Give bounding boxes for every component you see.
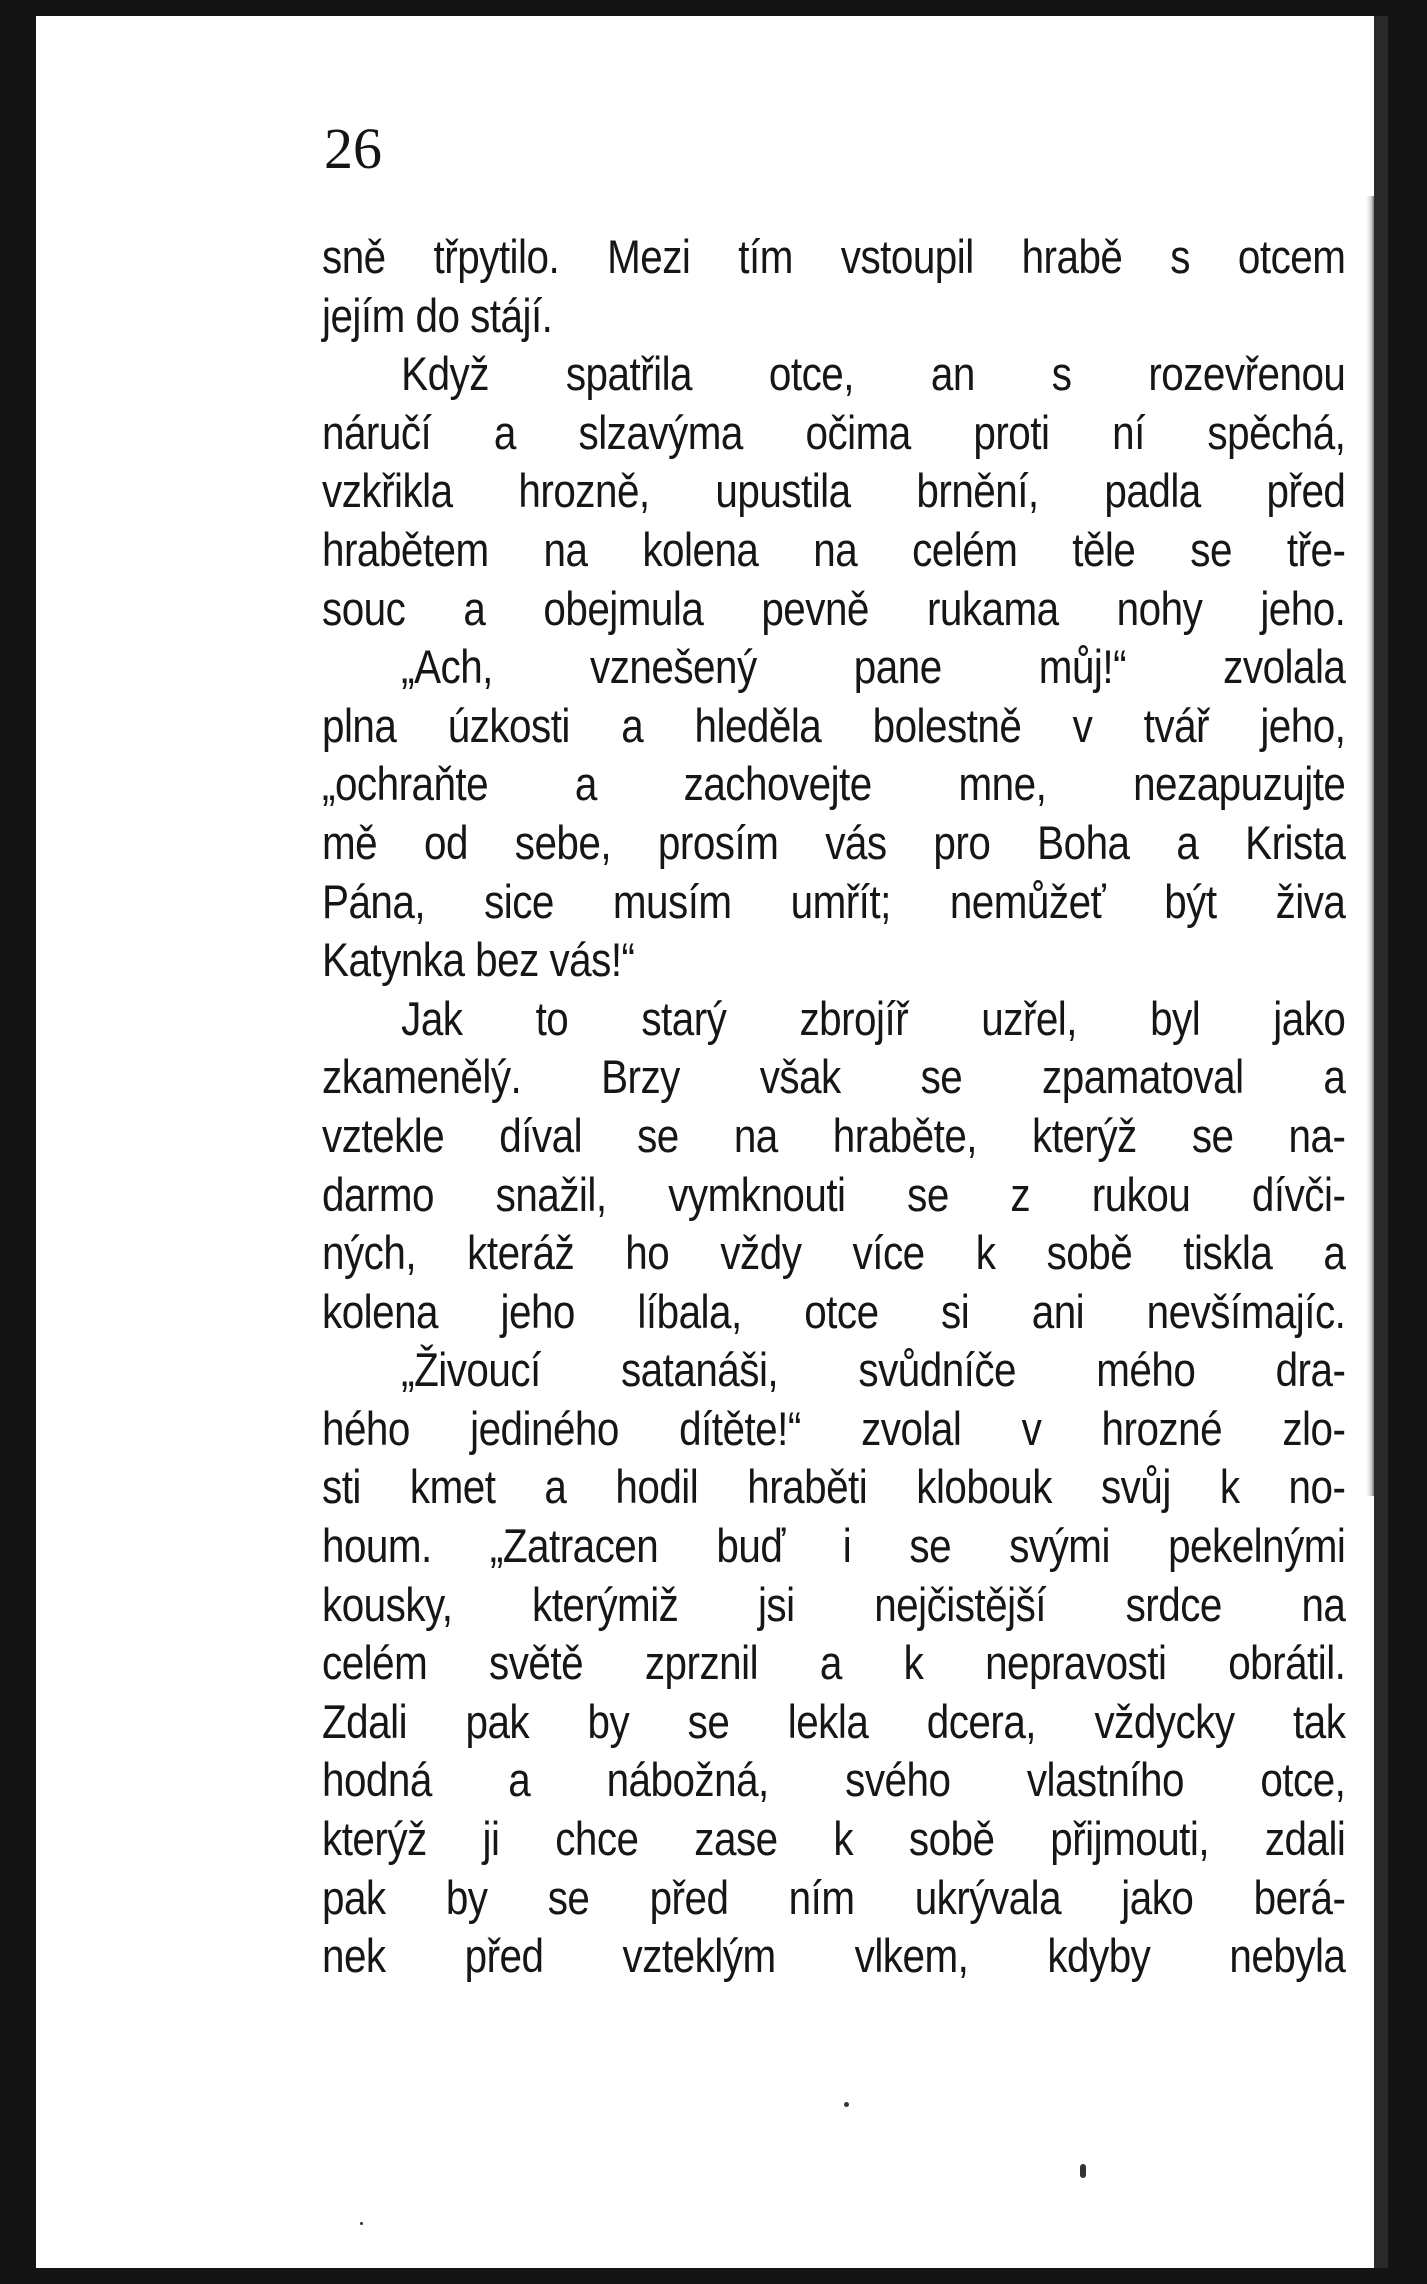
text-line: mě od sebe, prosím vás pro Boha a Krista [322, 815, 1346, 869]
text-line: nek před vzteklým vlkem, kdyby nebyla [322, 1929, 1346, 1983]
print-speck [1080, 2164, 1086, 2178]
text-line: „ochraňte a zachovejte mne, nezapuzujte [322, 757, 1346, 811]
text-line: Katynka bez vás!“ [322, 933, 635, 987]
book-page [36, 16, 1388, 2268]
text-line: pak by se před ním ukrývala jako berá- [322, 1870, 1346, 1924]
page-edge-shadow [1374, 16, 1388, 2268]
text-line: „Ach, vznešený pane můj!“ zvolala [401, 640, 1346, 694]
print-speck [844, 2102, 849, 2107]
text-line: plna úzkosti a hleděla bolestně v tvář jeho, [322, 698, 1346, 752]
text-line: celém světě zprznil a k nepravosti obrátil. [322, 1636, 1346, 1690]
text-line: kousky, kterýmiž jsi nejčistější srdce na [322, 1577, 1346, 1631]
text-line: Zdali pak by se lekla dcera, vždycky tak [322, 1694, 1346, 1748]
text-line: vzkřikla hrozně, upustila brnění, padla před [322, 464, 1346, 518]
text-line: Jak to starý zbrojíř uzřel, byl jako [401, 991, 1346, 1045]
text-line: hrabětem na kolena na celém těle se tře- [322, 522, 1346, 576]
text-line: houm. „Zatracen buď i se svými pekelnými [322, 1519, 1346, 1573]
text-line: vztekle díval se na hraběte, kterýž se na- [322, 1108, 1346, 1162]
text-line: zkamenělý. Brzy však se zpamatoval a [322, 1050, 1346, 1104]
text-line: hého jediného dítěte!“ zvolal v hrozné zlo- [322, 1401, 1346, 1455]
page-number: 26 [324, 116, 382, 181]
text-line: „Živoucí satanáši, svůdníče mého dra- [401, 1343, 1346, 1397]
print-speck [360, 2222, 363, 2225]
text-line: souc a obejmula pevně rukama nohy jeho. [322, 581, 1346, 635]
text-line: Pána, sice musím umřít; nemůžeť být živa [322, 874, 1346, 928]
text-line: kterýž ji chce zase k sobě přijmouti, zdali [322, 1812, 1346, 1866]
text-line: ných, kteráž ho vždy více k sobě tiskla a [322, 1226, 1346, 1280]
text-line: kolena jeho líbala, otce si ani nevšímajíc. [322, 1284, 1346, 1338]
text-line: Když spatřila otce, an s rozevřenou [401, 347, 1346, 401]
body-text [322, 228, 1346, 1986]
text-line: jejím do stájí. [322, 288, 553, 342]
text-line: náručí a slzavýma očima proti ní spěchá, [322, 405, 1346, 459]
page-edge-highlight [1366, 196, 1374, 1496]
text-line: sně třpytilo. Mezi tím vstoupil hrabě s otcem [322, 230, 1346, 283]
text-line: sti kmet a hodil hraběti klobouk svůj k no- [322, 1460, 1346, 1514]
text-line: darmo snažil, vymknouti se z rukou dívči- [322, 1167, 1346, 1221]
text-line: hodná a nábožná, svého vlastního otce, [322, 1753, 1346, 1807]
